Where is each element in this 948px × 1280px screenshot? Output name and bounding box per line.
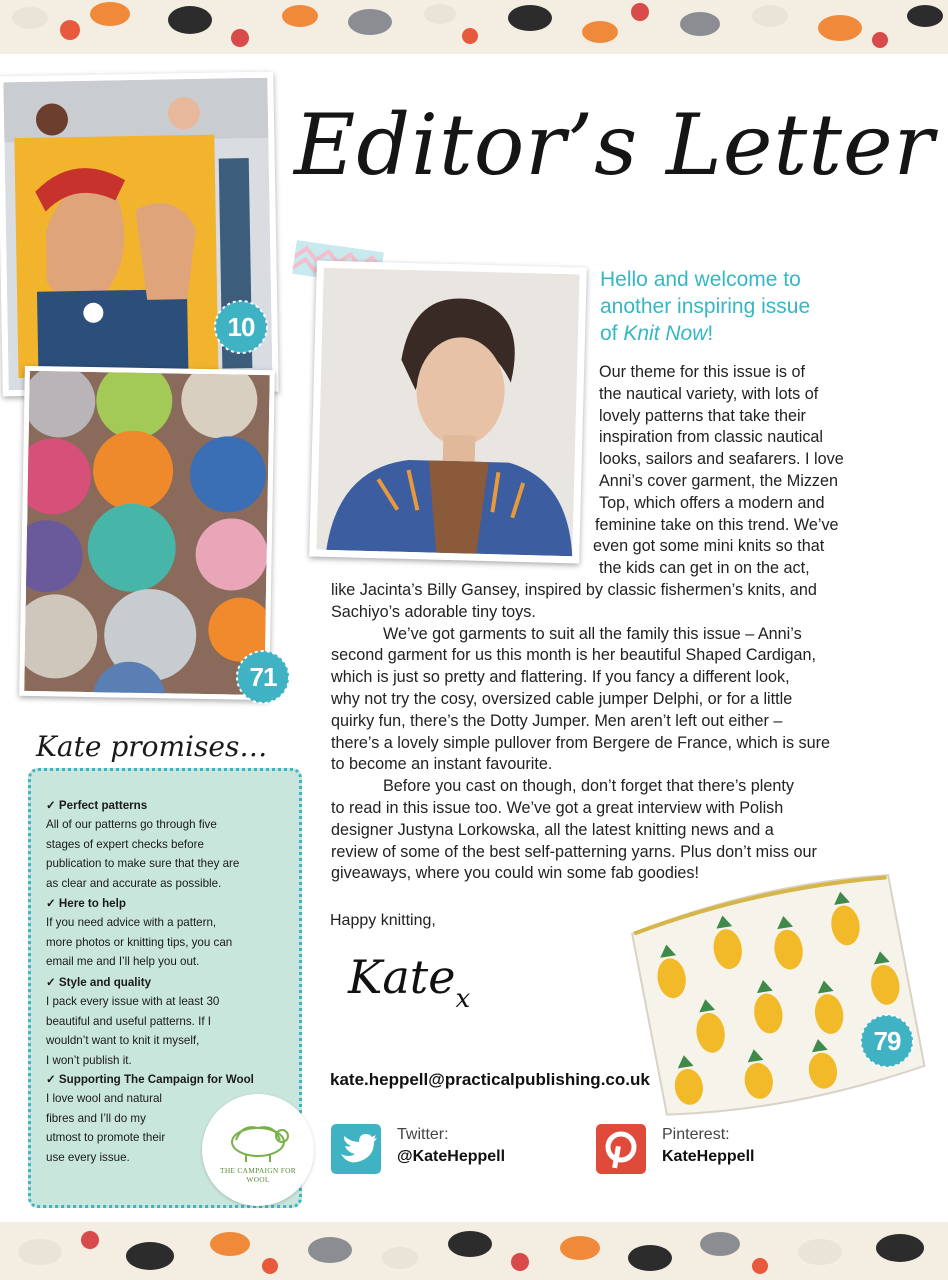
campaign-for-wool-logo xyxy=(202,1094,314,1206)
sheep-logo-icon xyxy=(202,1094,314,1206)
body-text-wide xyxy=(331,580,891,885)
pinterest-label: Pinterest: xyxy=(662,1126,730,1143)
body-line: designer Justyna Lorkowska, all the latest knitting news and a xyxy=(331,820,774,839)
editor-portrait-image-icon xyxy=(316,268,579,557)
intro-heading xyxy=(600,266,900,347)
promise-item: ✓ Style and quality I pack every issue with at least 30 beautiful and useful patterns. If I wouldn’t want to knit it myself, I won’t publish it. xyxy=(46,976,220,1067)
promise-heading: ✓ Style and quality xyxy=(46,976,152,989)
pinterest-handle[interactable]: KateHeppell xyxy=(662,1148,755,1165)
body-line: the kids can get in on the act, xyxy=(599,559,810,578)
promise-heading: ✓ Supporting The Campaign for Wool xyxy=(46,1073,254,1086)
body-line: Anni’s cover garment, the Mizzen xyxy=(599,471,839,490)
cat-pattern-top-icon xyxy=(0,0,948,54)
body-line: Before you cast on though, don’t forget that there’s plenty xyxy=(383,777,794,796)
body-line: quirky fun, there’s the Dotty Jumper. Men aren’t left out either – xyxy=(331,711,783,730)
cat-pattern-band-top xyxy=(0,0,948,54)
body-line: the nautical variety, with lots of xyxy=(599,384,819,403)
page-badge-blanket: 10 xyxy=(214,300,268,354)
pineapple-purse-photo xyxy=(620,861,935,1134)
body-line: looks, sailors and seafarers. I love xyxy=(599,450,844,469)
yarn-balls-image-icon xyxy=(24,371,270,695)
body-line: Our theme for this issue is of xyxy=(599,363,806,381)
body-line: to become an instant favourite. xyxy=(331,755,553,774)
cat-pattern-band-bottom xyxy=(0,1222,948,1280)
page-badge-purse: 79 xyxy=(860,1014,914,1068)
promise-item: ✓ Here to help If you need advice with a pattern, more photos or knitting tips, you can email me and I’ll help you out. xyxy=(46,897,233,969)
body-line: Sachiyo’s adorable tiny toys. xyxy=(331,602,536,621)
body-line: which is just so pretty and flattering. If you fancy a different look, xyxy=(331,668,790,687)
twitter-label: Twitter: xyxy=(397,1126,449,1143)
promise-heading: ✓ Here to help xyxy=(46,897,126,910)
body-line: lovely patterns that take their xyxy=(599,406,806,425)
signature: Kate$_x$ xyxy=(348,950,471,1014)
promises-title: Kate promises… xyxy=(36,730,268,763)
editor-email[interactable]: kate.heppell@practicalpublishing.co.uk xyxy=(330,1070,650,1089)
campaign-for-wool-text: THE CAMPAIGN FOR WOOL xyxy=(220,1166,296,1184)
intro-line-1: Hello and welcome to xyxy=(600,268,801,291)
cat-pattern-bottom-icon xyxy=(0,1222,948,1280)
body-line: even got some mini knits so that xyxy=(593,537,825,556)
body-line: inspiration from classic nautical xyxy=(599,428,824,447)
body-line: We’ve got garments to suit all the family this issue – Anni’s xyxy=(383,624,802,643)
page-badge-yarn: 71 xyxy=(236,650,290,704)
body-line: there’s a lovely simple pullover from Bergere de France, which is sure xyxy=(331,733,831,752)
promise-item: ✓ Perfect patterns All of our patterns go through five stages of expert checks before publication to make sure that they are as clear and accurate as possible. xyxy=(46,799,240,890)
body-line: why not try the cosy, oversized cable jumper Delphi, or for a little xyxy=(331,689,793,708)
page-title: Editor’s Letter xyxy=(294,96,935,194)
pinterest-p-icon xyxy=(596,1124,646,1174)
intro-line-3: of Knit Now! xyxy=(600,322,714,345)
pinterest-link[interactable] xyxy=(596,1124,816,1174)
body-line: review of some of the best self-patterning yarns. Plus don’t miss our xyxy=(331,842,817,861)
editor-portrait xyxy=(309,261,587,564)
body-line: giveaways, where you could win some fab goodies! xyxy=(331,864,700,883)
magazine-name: Knit Now xyxy=(623,322,708,345)
promise-heading: ✓ Perfect patterns xyxy=(46,799,148,812)
body-line: like Jacinta’s Billy Gansey, inspired by classic fishermen’s knits, and xyxy=(331,581,817,599)
pineapple-purse-image-icon xyxy=(620,861,935,1134)
body-text-narrow xyxy=(593,362,899,580)
body-line: to read in this issue too. We’ve got a great interview with Polish xyxy=(331,798,784,817)
body-line: feminine take on this trend. We’ve xyxy=(595,515,839,534)
body-line: second garment for us this month is her beautiful Shaped Cardigan, xyxy=(331,646,817,665)
signoff: Happy knitting, xyxy=(330,912,436,929)
intro-line-2: another inspiring issue xyxy=(600,295,811,318)
twitter-link[interactable] xyxy=(331,1124,551,1174)
promise-item: ✓ Supporting The Campaign for Wool I love wool and natural fibres and I’ll do my utmost to promote their use every issue. xyxy=(46,1073,254,1164)
twitter-handle[interactable]: @KateHeppell xyxy=(397,1148,506,1165)
twitter-bird-icon xyxy=(331,1124,381,1174)
body-line: Top, which offers a modern and xyxy=(599,493,825,512)
